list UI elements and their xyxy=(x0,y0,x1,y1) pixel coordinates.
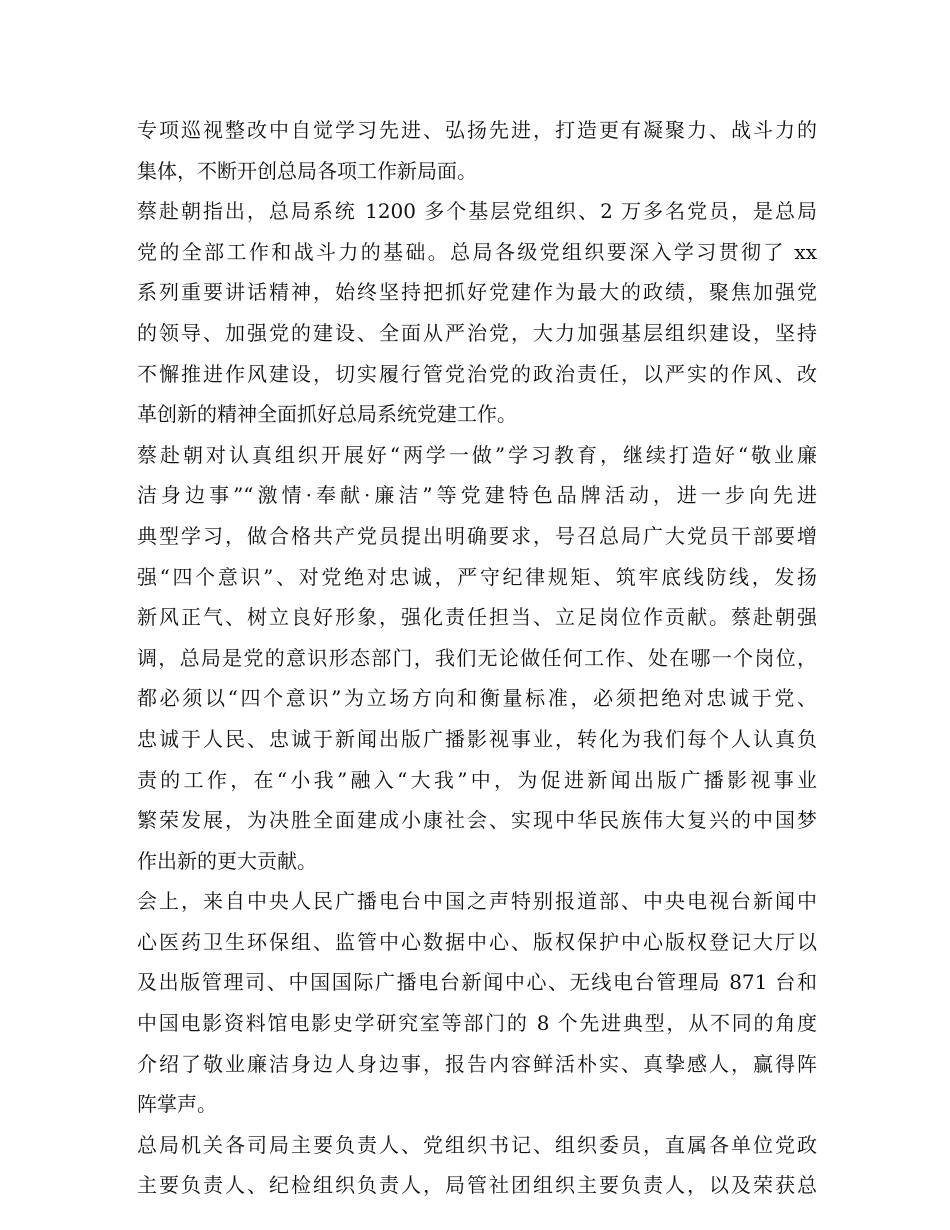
text-line: 阵掌声。 xyxy=(137,1092,217,1117)
text-line: 的领导、加强党的建设、全面从严治党，大力加强基层组织建设，坚持 xyxy=(137,320,817,345)
text-line: 革创新的精神全面抓好总局系统党建工作。 xyxy=(137,402,517,427)
text-line: 繁荣发展，为决胜全面建成小康社会、实现中华民族伟大复兴的中国梦 xyxy=(137,808,817,833)
text-line: 专项巡视整改中自觉学习先进、弘扬先进，打造更有凝聚力、战斗力的 xyxy=(137,118,817,142)
text-line: 及出版管理司、中国国际广播电台新闻中心、无线电台管理局 871 台和 xyxy=(137,970,817,995)
text-line: 中国电影资料馆电影史学研究室等部门的 8 个先进典型，从不同的角度 xyxy=(137,1011,817,1036)
document-body xyxy=(137,110,817,1206)
text-line: 介绍了敬业廉洁身边人身边事，报告内容鲜活朴实、真挚感人，赢得阵 xyxy=(137,1051,817,1076)
text-line: 党的全部工作和战斗力的基础。总局各级党组织要深入学习贯彻了 xx xyxy=(137,239,817,264)
text-line: 主要负责人、纪检组织负责人，局管社团组织主要负责人，以及荣获总 xyxy=(137,1173,817,1198)
text-line: 会上，来自中央人民广播电台中国之声特别报道部、中央电视台新闻中 xyxy=(137,889,817,914)
text-line: 不懈推进作风建设，切实履行管党治党的政治责任，以严实的作风、改 xyxy=(137,361,817,386)
text-line: 强“四个意识”、对党绝对忠诚，严守纪律规矩、筑牢底线防线，发扬 xyxy=(137,564,817,589)
text-line: 总局机关各司局主要负责人、党组织书记、组织委员，直属各单位党政 xyxy=(137,1132,817,1157)
text-line: 心医药卫生环保组、监管中心数据中心、版权保护中心版权登记大厅以 xyxy=(137,929,817,954)
text-line: 责的工作，在“小我”融入“大我”中，为促进新闻出版广播影视事业 xyxy=(137,767,817,792)
text-line: 忠诚于人民、忠诚于新闻出版广播影视事业，转化为我们每个人认真负 xyxy=(137,726,817,751)
text-line: 新风正气、树立良好形象，强化责任担当、立足岗位作贡献。蔡赴朝强 xyxy=(137,605,817,630)
text-line: 调，总局是党的意识形态部门，我们无论做任何工作、处在哪一个岗位， xyxy=(137,645,817,670)
text-line: 蔡赴朝对认真组织开展好“两学一做”学习教育，继续打造好“敬业廉 xyxy=(137,442,817,467)
text-line: 典型学习，做合格共产党员提出明确要求，号召总局广大党员干部要增 xyxy=(137,523,817,548)
text-line: 都必须以“四个意识”为立场方向和衡量标准，必须把绝对忠诚于党、 xyxy=(137,686,817,711)
text-line: 蔡赴朝指出，总局系统 1200 多个基层党组织、2 万多名党员，是总局 xyxy=(137,199,817,224)
text-line: 作出新的更大贡献。 xyxy=(137,848,317,873)
text-line: 洁身边事”“激情·奉献·廉洁”等党建特色品牌活动，进一步向先进 xyxy=(137,483,817,508)
text-line: 集体，不断开创总局各项工作新局面。 xyxy=(137,158,477,183)
text-line: 系列重要讲话精神，始终坚持把抓好党建作为最大的政绩，聚焦加强党 xyxy=(137,280,817,305)
